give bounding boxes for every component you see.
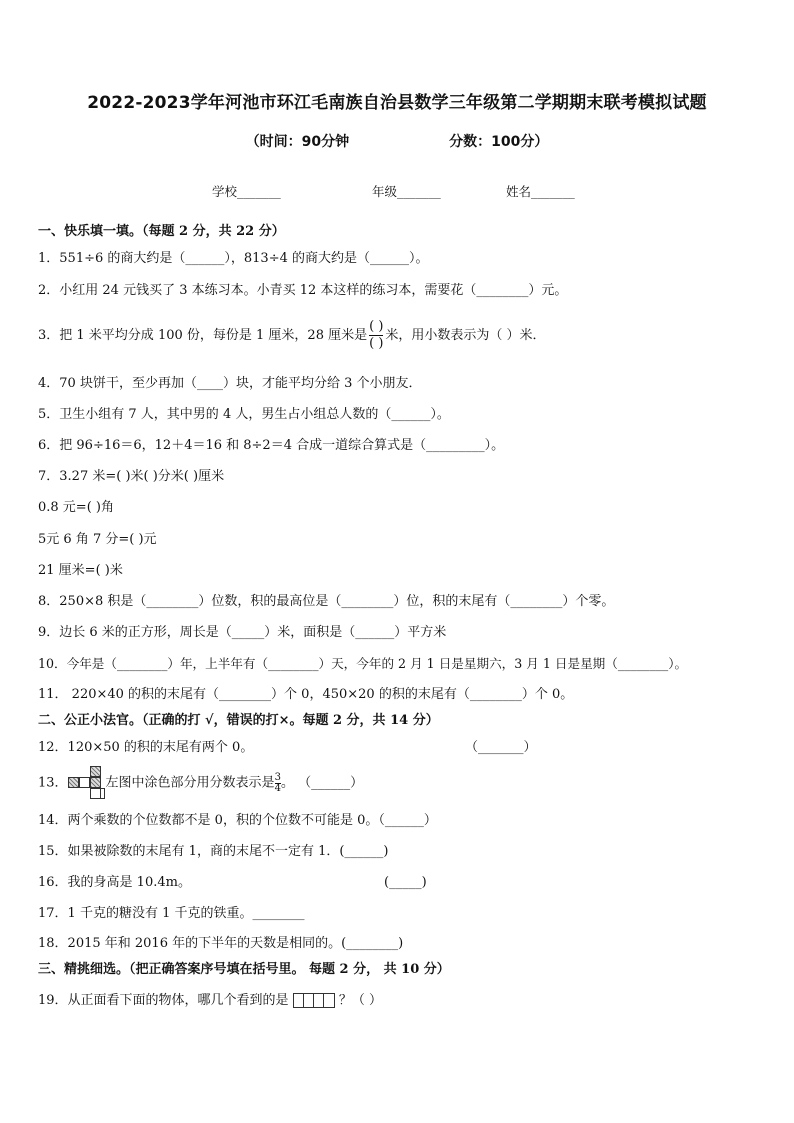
- question-6: 6．把 96÷16＝6，12＋4＝16 和 8÷2＝4 合成一道综合算式是（_________）。: [38, 438, 505, 453]
- question-3-fraction: [369, 319, 383, 352]
- question-14: 14．两个乘数的个位数都不是 0，积的个位数不可能是 0。（______）: [38, 813, 437, 828]
- question-3-text-b: 米，用小数表示为（ ）米．: [385, 328, 546, 343]
- question-7-line-2: 0.8 元=( )角: [38, 500, 114, 515]
- fraction-numerator: 3: [274, 771, 281, 783]
- question-7-line-3: 5元 6 角 7 分=( )元: [38, 532, 157, 547]
- question-3-text-a: 3．把 1 米平均分成 100 份，每份是 1 厘米，28 厘米是: [38, 328, 368, 343]
- question-13-index: 13．: [38, 775, 68, 791]
- name-field[interactable]: 姓名_______: [506, 184, 575, 199]
- question-13-text-b: 。 （______）: [280, 775, 364, 791]
- grade-field[interactable]: 年级_______: [372, 184, 441, 199]
- page-title: 2022-2023学年河池市环江毛南族自治县数学三年级第二学期期末联考模拟试题: [87, 93, 707, 113]
- question-16-answer: (_____): [384, 875, 427, 890]
- question-9: 9．边长 6 米的正方形，周长是（_____）米，面积是（______）平方米: [38, 625, 447, 640]
- section-2-heading: 二、公正小法官。（正确的打 √，错误的打×。每题 2 分，共 14 分）: [38, 713, 439, 728]
- fraction-denominator: 4: [274, 782, 281, 794]
- question-10: 10．今年是（________）年，上半年有（________）天，今年的 2 月 1 日是星期六，3 月 1 日是星期（________）。: [38, 656, 688, 671]
- question-5: 5．卫生小组有 7 人，其中男的 4 人，男生占小组总人数的（______）。: [38, 407, 450, 422]
- question-19-text-b: ？（ ）: [338, 993, 382, 1008]
- question-7-line-1: 7．3.27 米=( )米( )分米( )厘米: [38, 469, 225, 484]
- question-2: 2．小红用 24 元钱买了 3 本练习本。小青买 12 本这样的练习本，需要花（________）元。: [38, 283, 568, 298]
- question-18: 18．2015 年和 2016 年的下半年的天数是相同的。(________): [38, 936, 404, 951]
- section-1-heading: 一、快乐填一填。（每题 2 分，共 22 分）: [38, 224, 285, 239]
- question-19: [38, 992, 382, 1010]
- question-13-text-a: 左图中涂色部分用分数表示是: [105, 775, 275, 791]
- exam-meta: [0, 131, 794, 151]
- school-field[interactable]: 学校_______: [212, 184, 281, 199]
- fraction-numerator: ( ): [369, 319, 384, 334]
- section-3-heading: 三、精挑细选。（把正确答案序号填在括号里。 每题 2 分， 共 10 分）: [38, 962, 450, 977]
- question-8: 8．250×8 积是（________）位数，积的最高位是（________）位，积的末尾有（________）个零。: [38, 594, 615, 609]
- fraction-denominator: ( ): [369, 336, 384, 351]
- four-square-figure: [293, 993, 335, 1008]
- question-11: 11． 220×40 的积的末尾有（________）个 0，450×20 的积的末尾有（________）个 0。: [38, 687, 574, 702]
- question-12-answer: （_______）: [465, 740, 537, 755]
- shaded-grid-figure: [68, 766, 104, 800]
- question-7-line-4: 21 厘米=( )米: [38, 563, 123, 578]
- exam-score: 分数：100分）: [449, 134, 549, 150]
- question-19-text-a: 19．从正面看下面的物体，哪几个看到的是: [38, 993, 289, 1008]
- question-16: 16．我的身高是 10.4m。: [38, 875, 191, 890]
- exam-time: （时间：90分钟: [245, 134, 350, 150]
- question-17: 17．1 千克的糖没有 1 千克的铁重。________: [38, 906, 305, 921]
- question-3: [38, 314, 546, 358]
- question-1: 1．551÷6 的商大约是（______），813÷4 的商大约是（______）。: [38, 251, 429, 266]
- question-13: [38, 766, 363, 801]
- question-15: 15．如果被除数的末尾有 1，商的末尾不一定有 1．(______): [38, 844, 389, 859]
- question-12: 12．120×50 的积的末尾有两个 0。: [38, 740, 254, 755]
- question-4: 4．70 块饼干，至少再加（____）块，才能平均分给 3 个小朋友．: [38, 376, 422, 391]
